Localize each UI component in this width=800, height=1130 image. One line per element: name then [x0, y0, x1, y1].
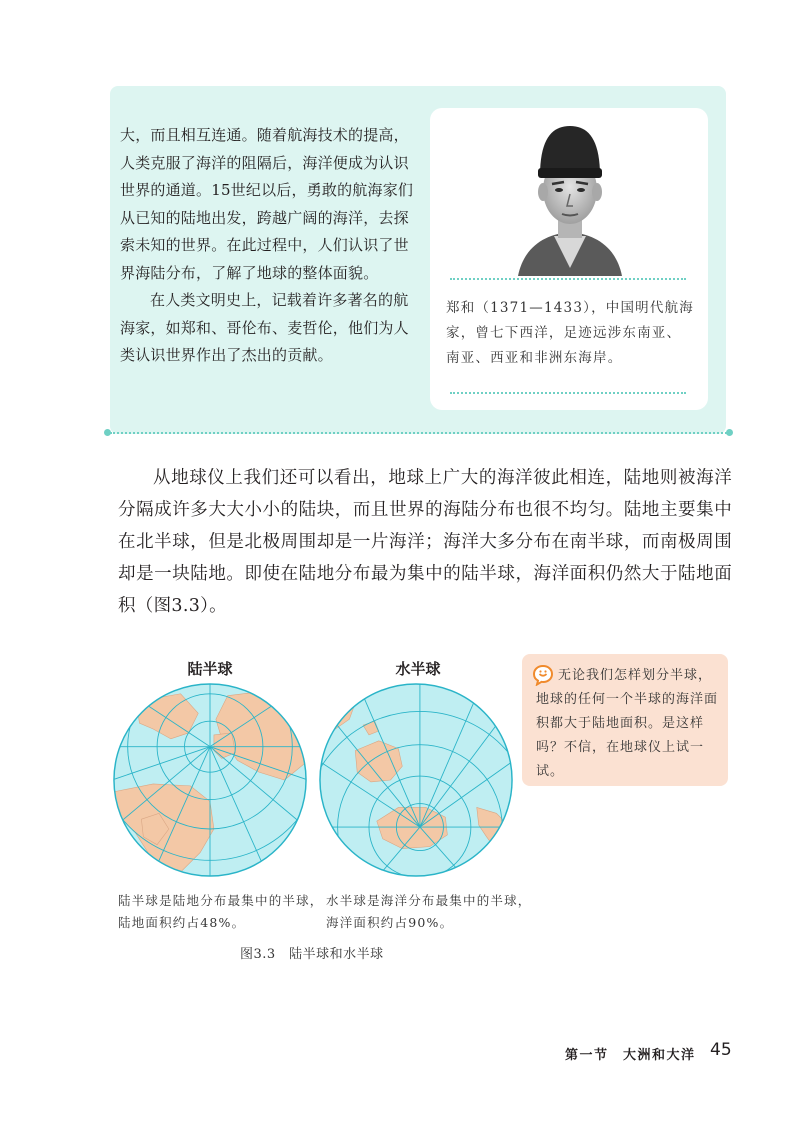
figure-title: 图3.3 陆半球和水半球 [240, 947, 384, 962]
reading-paragraph-2: 在人类文明史上，记载着许多著名的航海家，如郑和、哥伦布、麦哲伦，他们为人类认识世界作出了杰出的贡献。 [120, 291, 409, 364]
card-divider-top [450, 278, 686, 280]
land-hemisphere-caption: 陆半球是陆地分布最集中的半球，陆地面积约占48%。 [118, 893, 324, 930]
reading-paragraph-1: 大，而且相互连通。随着航海技术的提高，人类克服了海洋的阻隔后，海洋便成为认识世界的通道。15世纪以后，勇敢的航海家们从已知的陆地出发，跨越广阔的海洋，去探索未知的世界。在此过程中，人们认识了世界海陆分布，了解了地球的整体面貌。 [120, 126, 414, 282]
water-hemisphere-title: 水半球 [395, 660, 441, 678]
divider-dot-right [726, 429, 733, 436]
land-hemisphere-title: 陆半球 [187, 660, 233, 678]
tip-text: 无论我们怎样划分半球，地球的任何一个半球的海洋面积都大于陆地面积。是这样吗？不信，在地球仪上试一试。 [536, 668, 719, 779]
water-hemisphere-map [318, 682, 514, 878]
card-divider-bottom [450, 392, 686, 394]
footer-section-title: 第一节 大洲和大洋 [565, 1048, 696, 1063]
main-paragraph: 从地球仪上我们还可以看出，地球上广大的海洋彼此相连，陆地则被海洋分隔成许多大大小小的陆块，而且世界的海陆分布也很不均匀。陆地主要集中在北半球，但是北极周围却是一片海洋；海洋大多分布在南半球，而南极周围却是一块陆地。即使在陆地分布最为集中的陆半球，海洋面积仍然大于陆地面积（图3.3）。 [118, 468, 732, 616]
water-hemisphere-caption: 水半球是海洋分布最集中的半球，海洋面积约占90%。 [326, 893, 532, 930]
land-hemisphere-map [112, 682, 308, 878]
divider-dot-left [104, 429, 111, 436]
reading-text [120, 122, 422, 370]
portrait-caption: 郑和（1371—1433），中国明代航海家，曾七下西洋，足迹远涉东南亚、南亚、西亚和非洲东海岸。 [446, 300, 694, 366]
section-divider [110, 432, 730, 434]
page-number: 45 [710, 1040, 732, 1060]
zheng-he-portrait [510, 118, 630, 276]
